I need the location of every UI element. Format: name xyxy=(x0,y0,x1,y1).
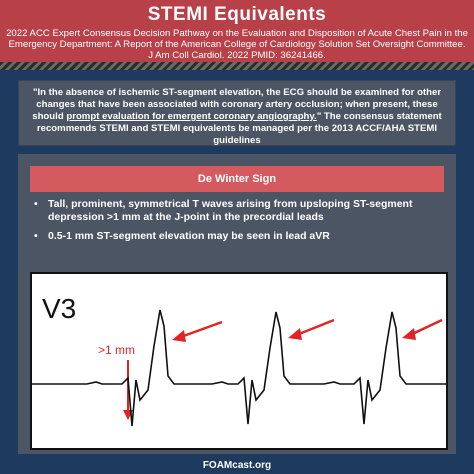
lead-label: V3 xyxy=(42,293,77,324)
citation-text: 2022 ACC Expert Consensus Decision Pathway on the Evaluation and Disposition of Acute Chest Pain in the Emergency Department: A Report of the American College of Cardiology Solution Set Oversight Committee. J Am Coll Cardiol. 2022 PMID: 36241466. xyxy=(6,28,468,61)
footer-site-link[interactable]: FOAMcast.org xyxy=(202,459,272,471)
ecg-image xyxy=(30,272,448,450)
bullet-text: 0.5-1 mm ST-segment elevation may be seen in lead aVR xyxy=(48,230,330,242)
bullet-item xyxy=(34,230,444,243)
divider-stripe xyxy=(0,62,474,70)
ecg-tracing xyxy=(32,274,446,448)
sign-title: De Winter Sign xyxy=(30,166,444,192)
quote-box xyxy=(18,80,456,146)
ecg-waveform xyxy=(32,310,446,426)
bullet-icon: • xyxy=(34,198,38,210)
t-wave-arrow-icon xyxy=(288,320,334,340)
bullet-item xyxy=(34,198,444,224)
bullet-list xyxy=(34,198,444,249)
page-title: STEMI Equivalents xyxy=(147,4,327,25)
header-banner xyxy=(0,0,474,62)
quote-underlined-text: prompt evaluation for emergent coronary angiography. xyxy=(66,111,317,122)
bullet-icon: • xyxy=(34,230,38,242)
quote-text-2: " The consensus statement recommends STEMI and STEMI equivalents be managed per the 2013 ACCF/AHA STEMI guidelines xyxy=(36,111,442,146)
mm-annotation: >1 mm xyxy=(98,343,136,357)
sign-card xyxy=(18,154,456,454)
t-wave-arrow-icon xyxy=(402,320,442,340)
t-wave-arrow-icon xyxy=(172,322,222,342)
bullet-text: Tall, prominent, symmetrical T waves arising from upsloping ST-segment depression >1 mm at the J-point in the precordial leads xyxy=(48,198,413,223)
quote-text-1: "In the absence of ischemic ST-segment elevation, the ECG should be examined for other changes that have been associated with coronary artery occlusion; when present, these should xyxy=(32,87,442,122)
